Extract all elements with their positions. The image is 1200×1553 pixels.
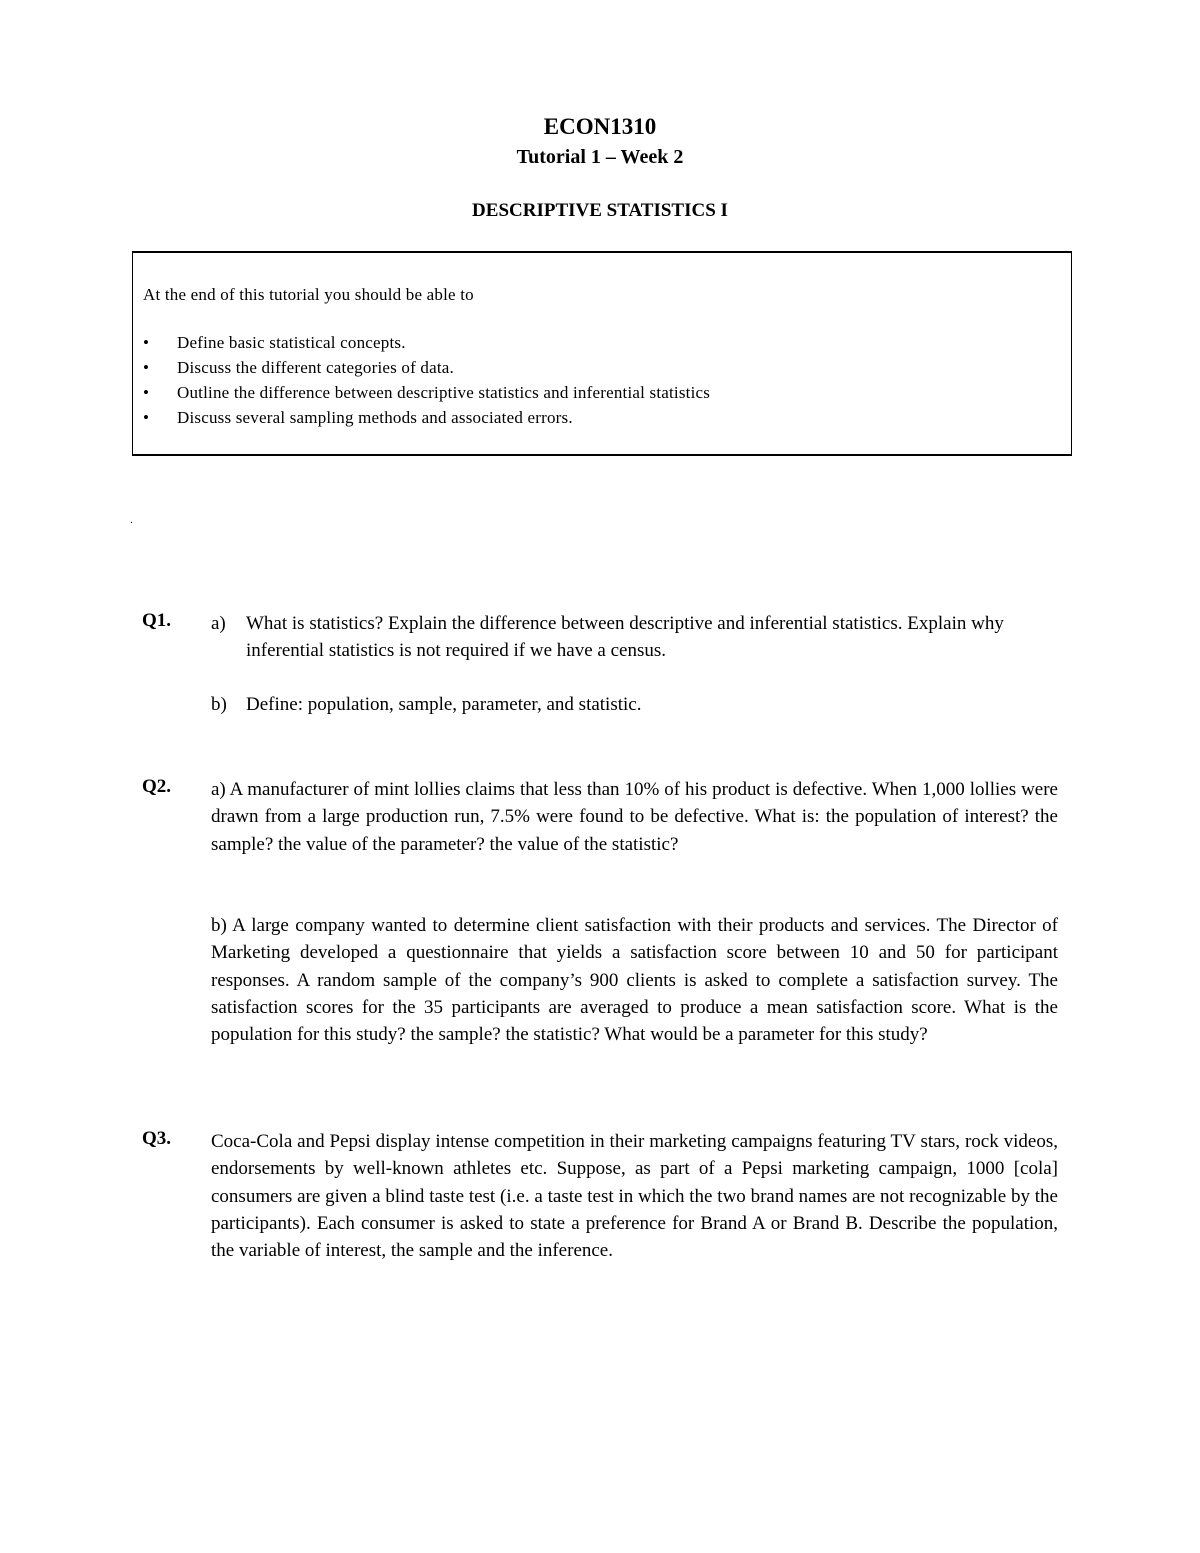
course-code: ECON1310 xyxy=(543,114,657,139)
objective-text: Define basic statistical concepts. xyxy=(177,333,406,352)
question-1a xyxy=(211,610,1058,665)
objective-text: Discuss the different categories of data. xyxy=(177,358,454,377)
objective-text: Discuss several sampling methods and associated errors. xyxy=(177,408,573,427)
objectives-intro: At the end of this tutorial you should be able to xyxy=(143,285,474,304)
question-1b xyxy=(211,691,1058,718)
bullet-icon: • xyxy=(143,358,150,377)
bullet-icon: • xyxy=(143,408,150,427)
question-2a-text: a) A manufacturer of mint lollies claims that less than 10% of his product is defective. When 1,000 lollies were drawn from a large production run, 7.5% were found to be defective. What is: the population of interest? the sample? the value of the parameter? the value of the statistic? xyxy=(211,779,1058,855)
part-letter: a) xyxy=(211,613,226,634)
part-letter: b) xyxy=(211,694,227,715)
question-1a-text: What is statistics? Explain the difference between descriptive and inferential statistics. Explain why inferential statistics is not required if we have a census. xyxy=(246,613,1004,662)
bullet-icon: • xyxy=(143,333,150,352)
stray-mark: . xyxy=(130,512,133,526)
question-2-label: Q2. xyxy=(142,776,172,797)
question-2b-text: b) A large company wanted to determine client satisfaction with their products and services. The Director of Marketing developed a questionnaire that yields a satisfaction score between 10 and 50 for participant responses. A random sample of the company’s 900 clients is asked to complete a satisfaction survey. The satisfaction scores for the 35 participants are averaged to produce a mean satisfaction score. What is the population for this study? the sample? the statistic? What would be a parameter for this study? xyxy=(211,915,1058,1046)
tutorial-week: Tutorial 1 – Week 2 xyxy=(516,146,684,168)
topic-title: DESCRIPTIVE STATISTICS I xyxy=(472,200,728,221)
objective-text: Outline the difference between descriptive statistics and inferential statistics xyxy=(177,383,711,402)
learning-objectives-box xyxy=(132,251,1072,456)
question-3-label: Q3. xyxy=(142,1128,172,1149)
question-1-label: Q1. xyxy=(142,610,172,631)
question-1b-text: Define: population, sample, parameter, and statistic. xyxy=(246,694,642,715)
question-3-text: Coca-Cola and Pepsi display intense competition in their marketing campaigns featuring TV stars, rock videos, endorsements by well-known athletes etc. Suppose, as part of a Pepsi marketing campaign, 1000 [cola] consumers are given a blind taste test (i.e. a taste test in which the two brand names are not recognizable by the participants). Each consumer is asked to state a preference for Brand A or Brand B. Describe the population, the variable of interest, the sample and the inference. xyxy=(211,1131,1058,1262)
bullet-icon: • xyxy=(143,383,150,402)
